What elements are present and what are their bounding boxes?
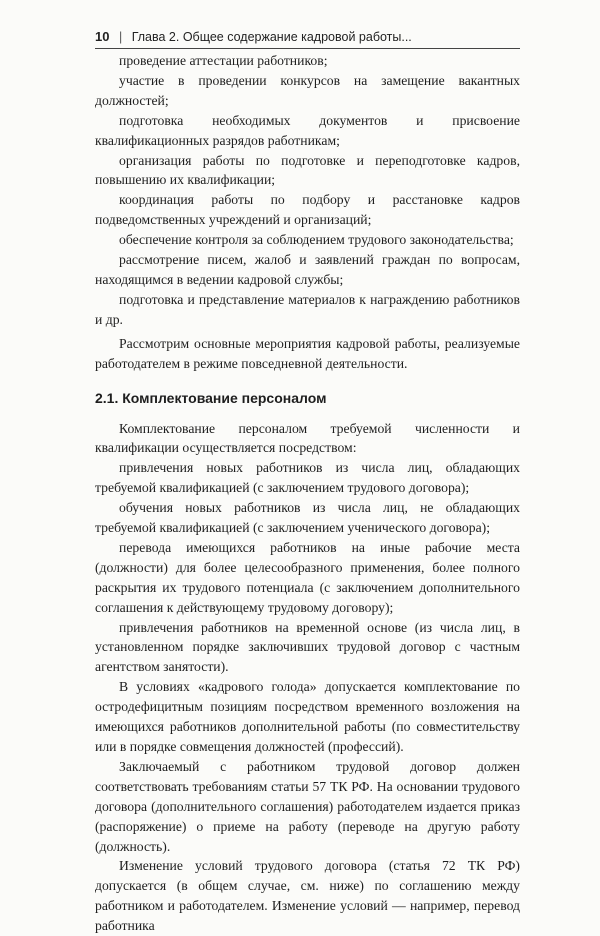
list-item: обеспечение контроля за соблюдением трудового законодательства; xyxy=(119,232,514,248)
section-heading: 2.1. Комплектование персоналом xyxy=(95,389,327,406)
section-paragraph: Изменение условий трудового договора (статья 72 ТК РФ) допускается (в общем случае, см. ниже) по соглашению между работником и работодателем. Изменение условий — например, перевод работника xyxy=(95,858,520,934)
header-separator: | xyxy=(118,30,123,44)
section-paragraph: Комплектование персоналом требуемой численности и квалификации осуществляется посредством: xyxy=(95,420,520,456)
intro-paragraph: Рассмотрим основные мероприятия кадровой работы, реализуемые работодателем в режиме повседневной деятельности. xyxy=(95,335,520,371)
section-list-item: обучения новых работников из числа лиц, не обладающих требуемой квалификацией (с заключением ученического договора); xyxy=(95,500,520,536)
running-header xyxy=(95,26,520,49)
page-body xyxy=(95,51,520,936)
list-item: подготовка и представление материалов к награждению работников и др. xyxy=(95,291,520,327)
list-item: проведение аттестации работников; xyxy=(119,53,328,68)
section-list-item: привлечения новых работников из числа лиц, обладающих требуемой квалификацией (с заключением трудового договора); xyxy=(95,460,520,496)
section-list-item: привлечения работников на временной основе (из числа лиц, в установленном порядке заключивших трудовой договор с частным агентством занятости). xyxy=(95,619,520,675)
page-number: 10 xyxy=(95,29,110,44)
section-paragraph: Заключаемый с работником трудовой договор должен соответствовать требованиям статьи 57 ТК РФ. На основании трудового договора (дополнительного соглашения) работодателем издается приказ (распоряжение) о приеме на работу (переводе на другую работу (должность). xyxy=(95,758,520,854)
section-list-item: перевода имеющихся работников на иные рабочие места (должности) для более целесообразного применения, более полного раскрытия их трудового потенциала (с заключением дополнительного соглашения к действующему трудовому договору); xyxy=(95,539,520,615)
section-paragraph: В условиях «кадрового голода» допускается комплектование по остродефицитным позициям посредством временного возложения на имеющихся работников дополнительной работы (по совместительству или в порядке совмещения должностей (профессий). xyxy=(95,679,520,754)
list-item: координация работы по подбору и расстановке кадров подведомственных учреждений и организаций; xyxy=(95,192,520,228)
running-title: Глава 2. Общее содержание кадровой работы... xyxy=(131,30,412,44)
list-item: участие в проведении конкурсов на замещение вакантных должностей; xyxy=(95,72,520,108)
list-item: рассмотрение писем, жалоб и заявлений граждан по вопросам, находящимся в ведении кадровой службы; xyxy=(95,252,520,287)
list-item: организация работы по подготовке и переподготовке кадров, повышению их квалификации; xyxy=(95,152,520,188)
list-item: подготовка необходимых документов и присвоение квалификационных разрядов работникам; xyxy=(95,112,520,148)
